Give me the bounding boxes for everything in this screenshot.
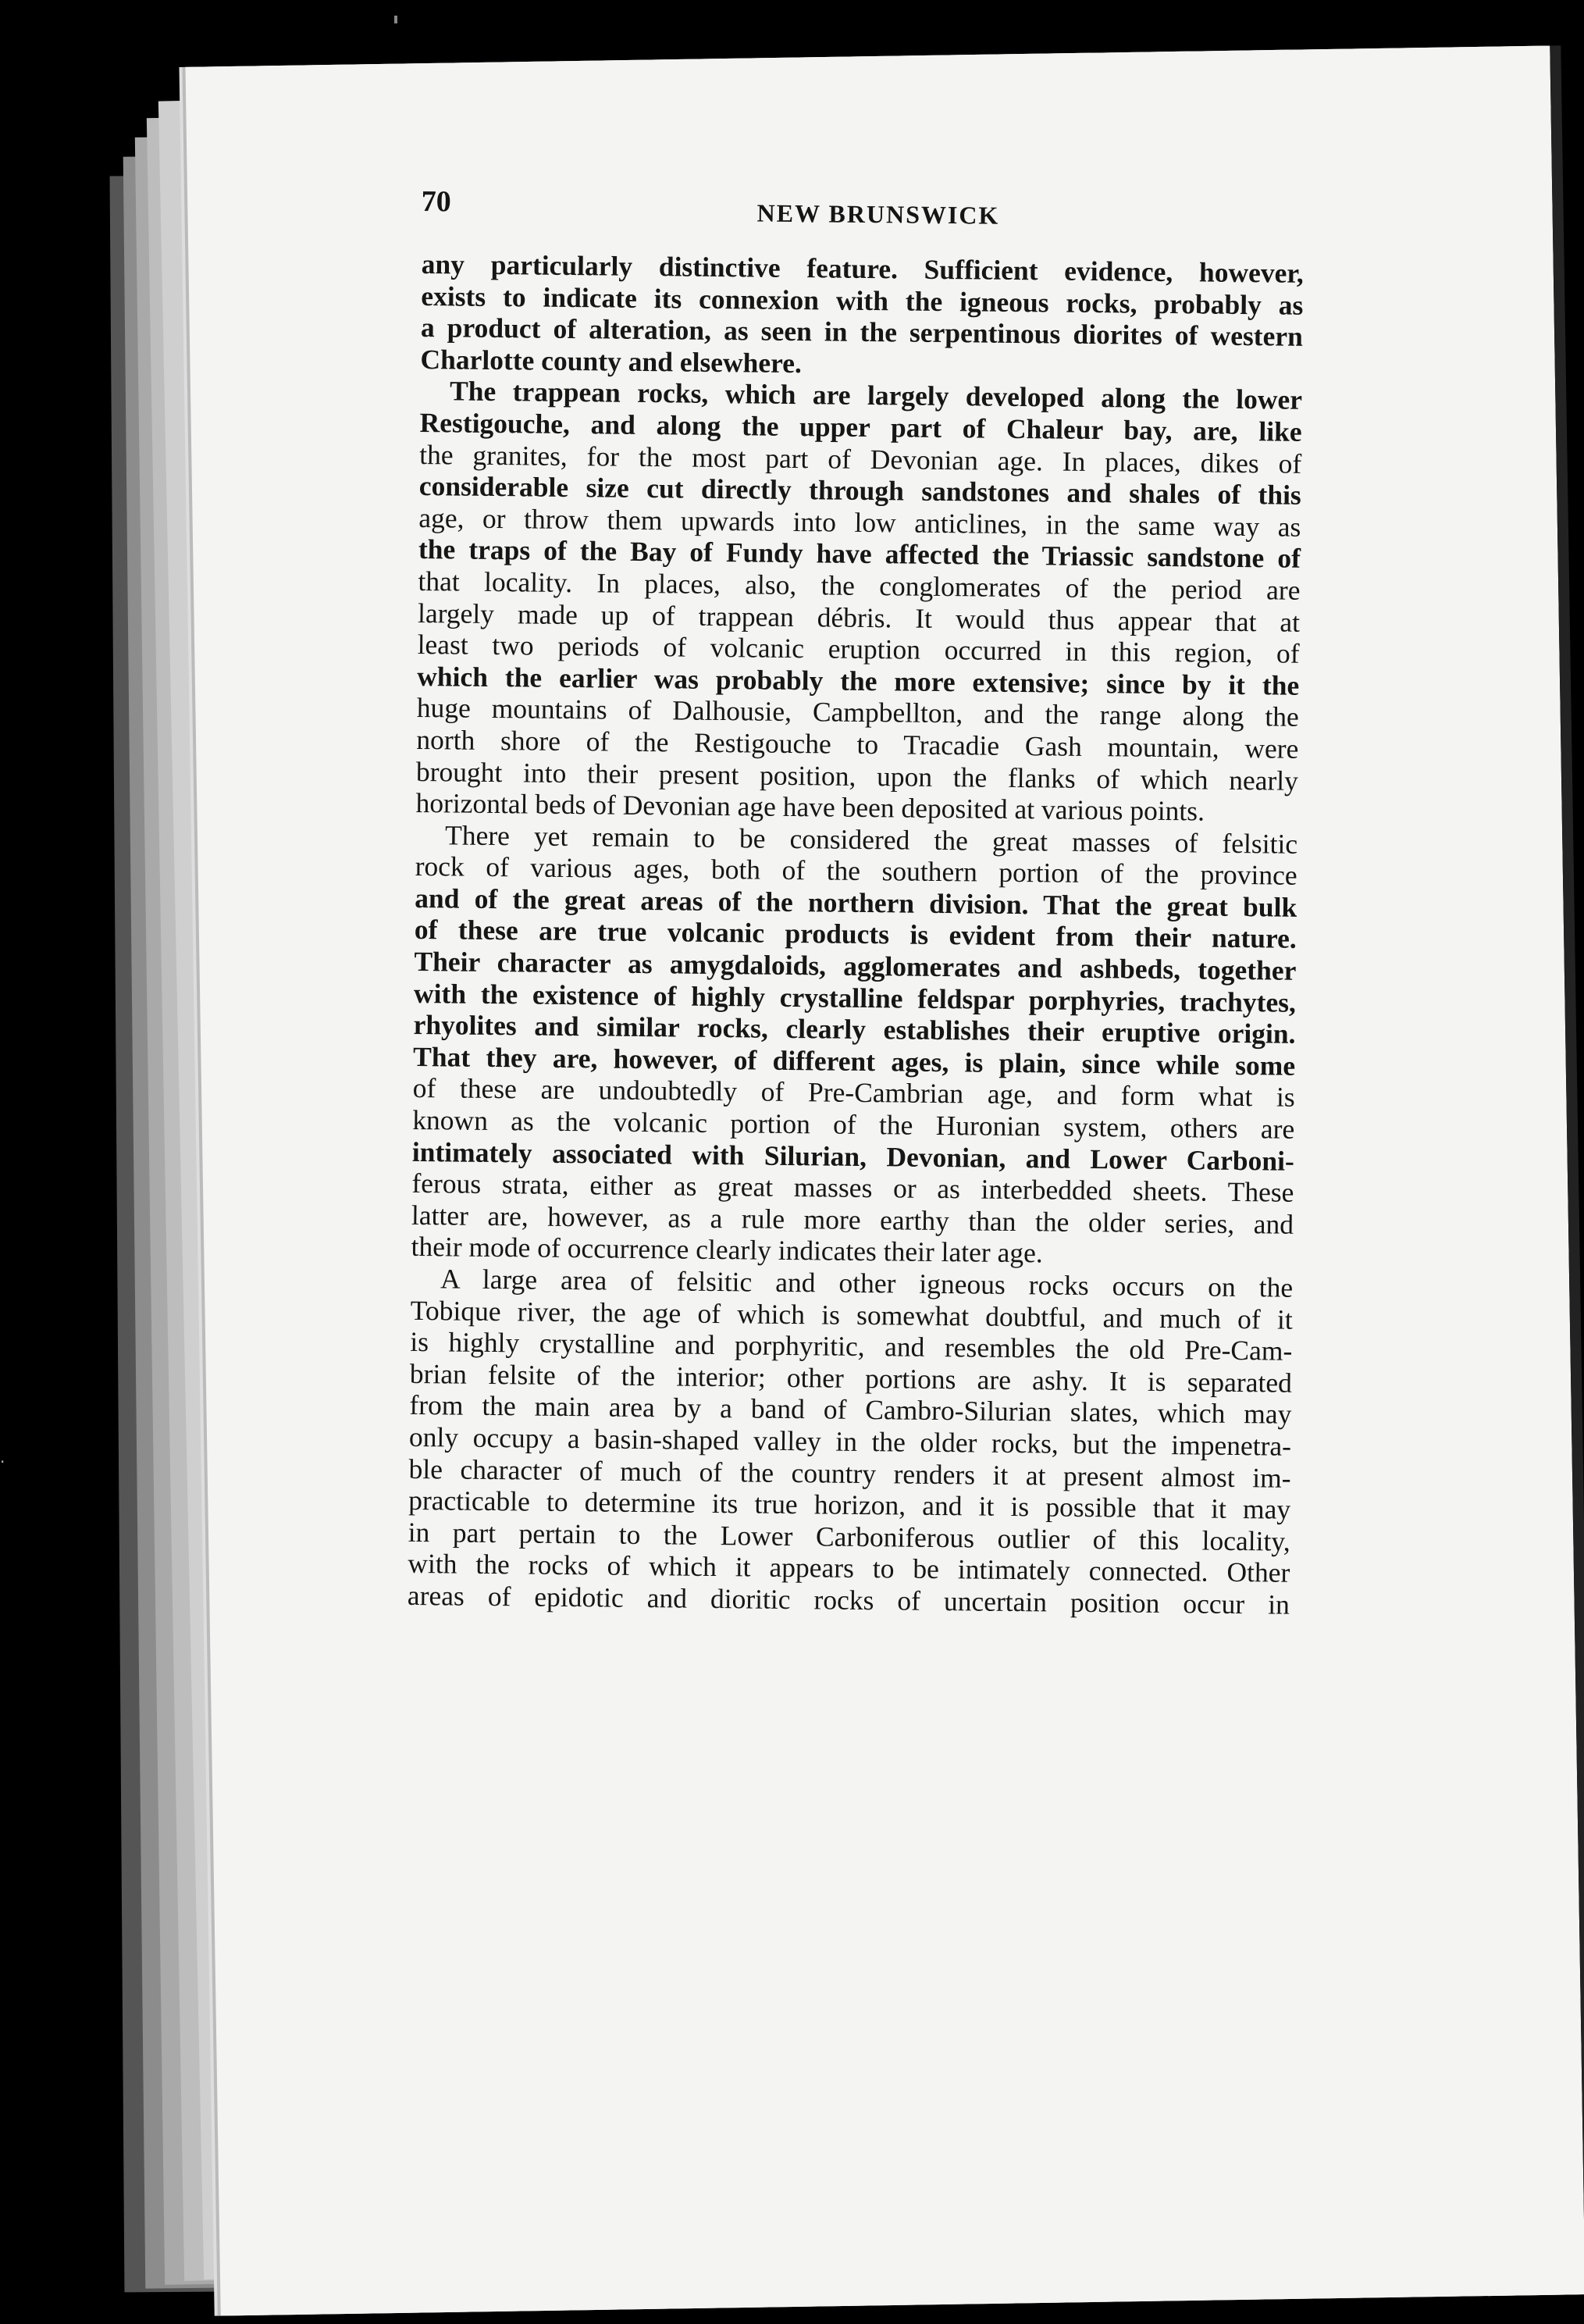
text-line: ferous strata, either as great masses or as interbedded sheets. These (411, 1167, 1294, 1208)
text-line: only occupy a basin-shaped valley in the older rocks, but the impenetra- (408, 1420, 1292, 1462)
text-line: That they are, however, of different ages, is plain, since while some (412, 1040, 1296, 1082)
text-line: any particularly distinctive feature. Sufficient evidence, however, (421, 248, 1304, 289)
text-line: from the main area by a band of Cambro-Silurian slates, which may (409, 1389, 1292, 1431)
text-line: their mode of occurrence clearly indicates their later age. (411, 1231, 1043, 1269)
text-line: There yet remain to be considered the great masses of felsitic (444, 819, 1298, 860)
text-line: brought into their present position, upon the flanks of which nearly (415, 755, 1299, 797)
text-line: largely made up of trappean débris. It would thus appear that at (417, 597, 1301, 638)
text-line: with the existence of highly crystalline feldspar porphyries, trachytes, (413, 977, 1297, 1018)
text-line: considerable size cut directly through sandstones and shales of this (418, 470, 1301, 511)
text-line: and of the great areas of the northern division. That the great bulk (415, 882, 1297, 923)
text-line: exists to indicate its connexion with the igneous rocks, probably as (421, 280, 1304, 321)
running-head (421, 184, 1257, 240)
text-line: of these are true volcanic products is evident from their nature. (414, 914, 1297, 955)
text-line: huge mountains of Dalhousie, Campbellton, and the range along the (416, 692, 1299, 733)
text-line: is highly crystalline and porphyritic, and resembles the old Pre-Cam- (410, 1326, 1293, 1367)
text-line: rhyolites and similar rocks, clearly establishes their eruptive origin. (413, 1009, 1296, 1050)
text-line: known as the volcanic portion of the Huronian system, others are (412, 1103, 1295, 1145)
text-line: with the rocks of which it appears to be intimately connected. Other (408, 1548, 1290, 1589)
text-line: horizontal beds of Devonian age have been deposited at various points. (415, 787, 1205, 827)
text-line: A large area of felsitic and other igneous rocks occurs on the (440, 1263, 1294, 1303)
text-line: ble character of much of the country renders it at present almost im- (408, 1452, 1291, 1494)
text-line: of these are undoubtedly of Pre-Cambrian age, and form what is (412, 1072, 1295, 1114)
text-line: latter are, however, as a rule more earthy than the older series, and (411, 1199, 1294, 1240)
text-line: Tobique river, the age of which is somewhat doubtful, and much of it (410, 1294, 1293, 1335)
text-line: which the earlier was probably the more extensive; since by it the (417, 660, 1300, 701)
text-line: areas of epidotic and dioritic rocks of uncertain position occur in (407, 1579, 1290, 1620)
running-title: NEW BRUNSWICK (756, 198, 1000, 230)
text-line: rock of various ages, both of the southern portion of the province (415, 850, 1297, 892)
text-line: Charlotte county and elsewhere. (420, 343, 803, 379)
text-line: practicable to determine its true horizon, and it is possible that it may (408, 1485, 1291, 1525)
text-line: the traps of the Bay of Fundy have affected the Triassic sandstone of (418, 533, 1301, 575)
text-line: in part pertain to the Lower Carboniferous outlier of this locality, (408, 1516, 1290, 1557)
text-line: that locality. In places, also, the conglomerates of the period are (418, 565, 1301, 606)
scan-mark (394, 16, 397, 23)
text-line: Their character as amygdaloids, agglomerates and ashbeds, together (414, 946, 1297, 986)
text-line: age, or throw them upwards into low anticlines, in the same way as (418, 501, 1301, 543)
text-line: north shore of the Restigouche to Tracadie Gash mountain, were (416, 723, 1299, 765)
body-text (408, 248, 1304, 1620)
text-line: The trappean rocks, which are largely developed along the lower (449, 375, 1303, 416)
page-number: 70 (421, 184, 451, 219)
text-line: Restigouche, and along the upper part of Chaleur bay, are, like (419, 406, 1302, 447)
text-line: brian felsite of the interior; other portions are ashy. It is separated (409, 1357, 1293, 1399)
scan-speck: · (0, 1452, 5, 1471)
text-line: least two periods of volcanic eruption occurred in this region, of (417, 629, 1300, 669)
text-line: a product of alteration, as seen in the serpentinous diorites of western (420, 312, 1304, 353)
text-line: intimately associated with Silurian, Devonian, and Lower Carboni- (411, 1135, 1295, 1177)
text-line: the granites, for the most part of Devonian age. In places, dikes of (419, 438, 1302, 479)
